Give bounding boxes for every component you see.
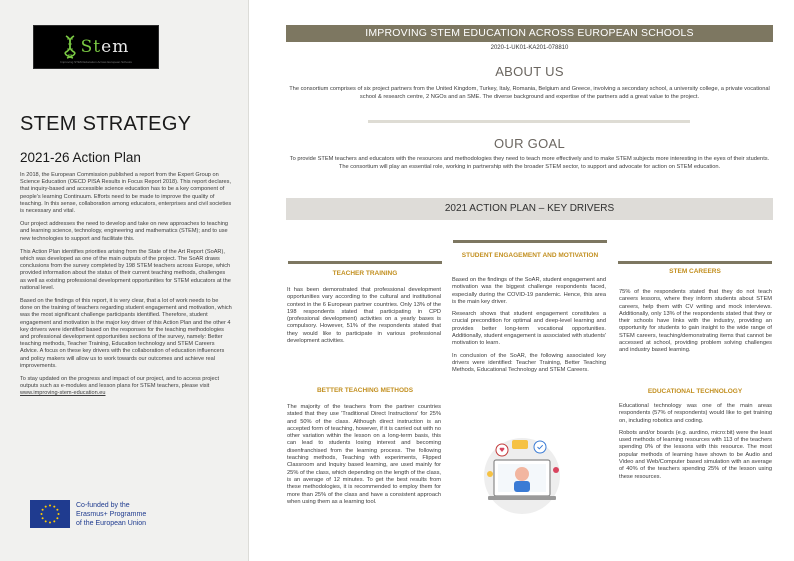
logo-wordmark: Stem: [80, 37, 130, 57]
left-column: [0, 0, 249, 561]
stem-careers-title: STEM CAREERS: [669, 268, 721, 275]
edtech-text: Educational technology was one of the main areas respondents (57% of respondents) would like to get training on, including robotics and coding. Robots and/or boards (e.g. aurdino, micro:bit) were the least used methods of learning resources with 113 of the teachers spending 0% of the lessons with this resource. The most popular methods of learning have shown to be Audio and Video and Web/Computer based simulation with an average of 40% of the teachers spending 25% of the lesson using these resources.: [619, 403, 772, 480]
project-title-bar: IMPROVING STEM EDUCATION ACROSS EUROPEAN SCHOOLS: [286, 25, 773, 42]
accent-line: [288, 261, 442, 264]
teacher-training-title: TEACHER TRAINING: [332, 270, 398, 277]
page-title: STEM STRATEGY: [20, 113, 192, 135]
about-heading: ABOUT US: [495, 64, 564, 79]
accent-line: [453, 240, 607, 243]
edtech-title: EDUCATIONAL TECHNOLOGY: [647, 388, 743, 395]
page-subtitle: 2021-26 Action Plan: [20, 150, 141, 165]
key-drivers-heading: 2021 ACTION PLAN – KEY DRIVERS: [286, 198, 773, 220]
stem-careers-text: 75% of the respondents stated that they do not teach careers lessons, where they inform students about STEM careers, help them with CV writing and mock interviews. Additionally, only 13% of the respondents stated that they or their schools have links with the industry, providing an opportunity for students to gain insight to the wide range of STEM careers, teaching/demonstrating items that cannot be accessed at school, providing problem solving challenges and industry based learning.: [619, 289, 772, 354]
engagement-text: Based on the findings of the SoAR, student engagement and motivation was the biggest challenge respondents faced, especially during the COVID-19 pandemic. Hence, this area is the main key driver. Research shows that student engagement constitutes a crucial precondition for optimal and deep-level learning and provides better long-term vocational opportunities. Additionally, student engagement is associated with students' motivation to learn. In conclusion of the SoAR, the following associated key drivers were identified: Teacher Training, Better Teaching Methods, Educational Technology and STEM Careers.: [452, 277, 607, 374]
logo-tagline: Improving STEM Education Across European Schools: [60, 60, 132, 64]
website-link[interactable]: www.improving-stem-education.eu: [20, 390, 106, 397]
better-teaching-title: BETTER TEACHING METHODS: [316, 387, 414, 394]
project-code: 2020-1-UK01-KA201-078810: [490, 45, 569, 51]
better-teaching-text: The majority of the teachers from the partner countries stated that they use 'Traditional Direct Instructions' for 25% and 50% of the class. Although direct instruction is an accepted form of teaching, however, if it is carried out with no other variation within the lesson on a long-term basis, this can lead to students losing interest and becoming disenfranchised from the learning process. The following teaching methods, Teaching with experiments, Flipped Classroom and Inquiry based learning, are used mainly for 25% of the class, which depending on the length of the class, is an average of 12 minutes. To get the best results from these methodologies, it is recommended to employ them for more than 25% of the class and have a consistent approach when using them as a learning tool.: [287, 404, 441, 505]
accent-line: [618, 261, 772, 264]
intro-paragraph: This Action Plan identifies priorities arising from the State of the Art Report (SoAR), which was developed as one of the main outputs of the project. The SoAR draws conclusions from the survey completed by 198 STEM teachers across Europe, which provided information about the status of their current teaching methods, challenges as well as existing professional development opportunities for STEM educators at the national level.: [20, 248, 231, 291]
eu-flag-icon: [30, 500, 70, 528]
intro-text: [20, 172, 232, 404]
teacher-training-text: It has been demonstrated that professional development opportunities vary according to the cultural and institutional context in the 6 European partner countries. Only 13% of the 198 respondents stated that participating in CPD (professional development) activities on a yearly bases is compulsory. However, 51% of the respondents stated that they would like to participate in various professional development activities.: [287, 287, 441, 345]
intro-paragraph: Our project addresses the need to develop and take on new approaches to teaching and learning science, technology, engineering and mathematics (STEM); and to use new technologies to support and facilitate this.: [20, 221, 229, 242]
about-text: The consortium comprises of six project partners from the United Kingdom, Turkey, Italy, Romania, Belgium and Greece, involving a secondary school, a university college, a private vocational school & research centre, 2 NGOs and an SME. The diverse background and expertise of the partners add a great value to the project.: [289, 86, 770, 100]
engagement-title: STUDENT ENGAGEMENT AND MOTIVATION: [461, 252, 599, 259]
dna-icon: [63, 35, 77, 59]
intro-paragraph: To stay updated on the progress and impact of our project, and to access project outputs such as e-modules and lesson plans for STEM teachers, please visit www.improving-stem-education.eu: [20, 376, 220, 397]
section-divider: [368, 120, 690, 123]
cofunded-text: Co-funded by the Erasmus+ Programme of the European Union: [76, 501, 147, 527]
intro-paragraph: Based on the findings of this report, it is very clear, that a lot of work needs to be done on the training of teachers regarding student engagement and motivation, which was the most significant challenge participants identified. Therefore, student engagement and motivation is the major key driver of this Action Plan and the other 4 key drivers were identified based on the responses for the teaching methodologies and professional development opportunities sections of the survey, namely: Better teaching methods, Teacher Training, Education technology and STEM Careers Advice. A focus on these key drivers with the collaboration of education influencers and policy makers will allow us to work towards our outcomes and achieve real improvements.: [20, 298, 232, 369]
goal-text: To provide STEM teachers and educators with the resources and methodologies they need to teach more effectively and to make STEM subjects more interesting in the eyes of their students. The consortium will play an essential role, working in partnership with the broader STEM sector, to support and advocate for action on STEM education.: [289, 156, 770, 170]
online-learning-illustration-icon: [472, 430, 572, 520]
cofunded-badge: [30, 500, 146, 528]
stem-logo: [33, 25, 159, 69]
intro-paragraph: In 2018, the European Commission published a report from the Expert Group on Science Education (OECD PISA Results in Focus Report 2018). This report declares, that inquiry-based and accessible science education has to be a key component of people's learning Continuum. Efforts need to be made to improve the quality of teaching. In this sense, collaboration among educators, enterprises and civil societies is necessary and vital.: [20, 172, 232, 215]
goal-heading: OUR GOAL: [493, 136, 566, 151]
